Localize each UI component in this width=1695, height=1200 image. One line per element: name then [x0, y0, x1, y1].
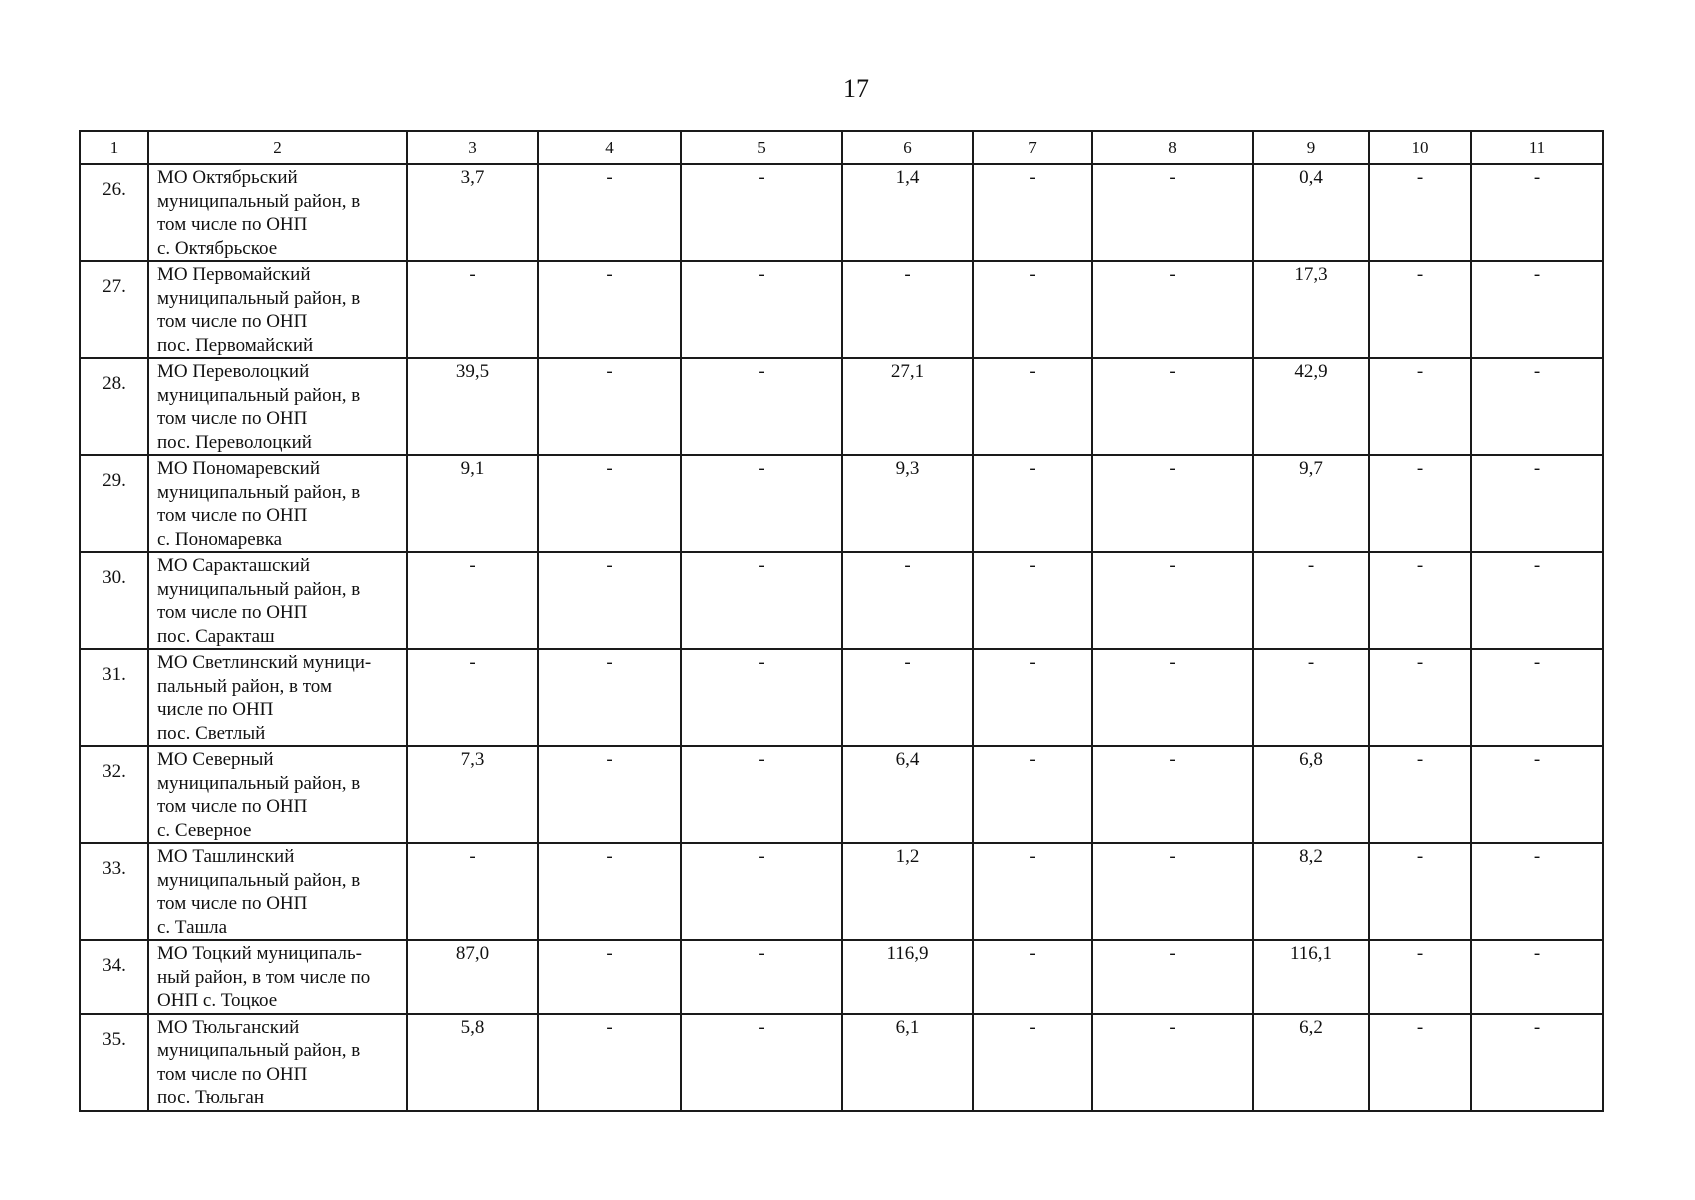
- value-cell-col-9: 8,2: [1253, 843, 1369, 940]
- row-number: 29.: [80, 455, 148, 552]
- column-header-4: 4: [538, 131, 681, 164]
- value-cell-col-3: 9,1: [407, 455, 538, 552]
- value-cell-col-11: -: [1471, 164, 1603, 261]
- value-cell-col-8: -: [1092, 358, 1253, 455]
- table-row: [80, 940, 1603, 1014]
- value-cell-col-8: -: [1092, 164, 1253, 261]
- value-cell-col-4: -: [538, 940, 681, 1014]
- row-number: 27.: [80, 261, 148, 358]
- value-cell-col-11: -: [1471, 940, 1603, 1014]
- value-cell-col-5: -: [681, 358, 842, 455]
- row-number: 30.: [80, 552, 148, 649]
- column-header-8: 8: [1092, 131, 1253, 164]
- value-cell-col-10: -: [1369, 649, 1471, 746]
- value-cell-col-9: 6,8: [1253, 746, 1369, 843]
- value-cell-col-6: -: [842, 649, 973, 746]
- value-cell-col-9: 42,9: [1253, 358, 1369, 455]
- value-cell-col-7: -: [973, 843, 1092, 940]
- value-cell-col-9: 0,4: [1253, 164, 1369, 261]
- row-number: 34.: [80, 940, 148, 1014]
- value-cell-col-7: -: [973, 1014, 1092, 1111]
- value-cell-col-3: -: [407, 261, 538, 358]
- value-cell-col-7: -: [973, 552, 1092, 649]
- value-cell-col-11: -: [1471, 552, 1603, 649]
- value-cell-col-3: -: [407, 649, 538, 746]
- table-row: [80, 455, 1603, 552]
- value-cell-col-10: -: [1369, 940, 1471, 1014]
- value-cell-col-9: 116,1: [1253, 940, 1369, 1014]
- value-cell-col-3: 3,7: [407, 164, 538, 261]
- value-cell-col-9: 17,3: [1253, 261, 1369, 358]
- municipality-name: МО Тюльганский муниципальный район, в том числе по ОНП пос. Тюльган: [148, 1014, 407, 1111]
- value-cell-col-5: -: [681, 843, 842, 940]
- column-header-5: 5: [681, 131, 842, 164]
- value-cell-col-7: -: [973, 649, 1092, 746]
- value-cell-col-10: -: [1369, 358, 1471, 455]
- value-cell-col-4: -: [538, 552, 681, 649]
- value-cell-col-8: -: [1092, 649, 1253, 746]
- value-cell-col-11: -: [1471, 843, 1603, 940]
- table-row: [80, 358, 1603, 455]
- municipality-name: МО Северный муниципальный район, в том числе по ОНП с. Северное: [148, 746, 407, 843]
- value-cell-col-10: -: [1369, 552, 1471, 649]
- row-number: 31.: [80, 649, 148, 746]
- value-cell-col-7: -: [973, 261, 1092, 358]
- value-cell-col-8: -: [1092, 552, 1253, 649]
- column-header-10: 10: [1369, 131, 1471, 164]
- municipality-name: МО Пономаревский муниципальный район, в том числе по ОНП с. Пономаревка: [148, 455, 407, 552]
- value-cell-col-10: -: [1369, 746, 1471, 843]
- value-cell-col-4: -: [538, 843, 681, 940]
- municipality-name: МО Светлинский муници- пальный район, в том числе по ОНП пос. Светлый: [148, 649, 407, 746]
- value-cell-col-10: -: [1369, 1014, 1471, 1111]
- value-cell-col-9: -: [1253, 649, 1369, 746]
- value-cell-col-7: -: [973, 940, 1092, 1014]
- value-cell-col-4: -: [538, 261, 681, 358]
- value-cell-col-6: 1,4: [842, 164, 973, 261]
- row-number: 32.: [80, 746, 148, 843]
- value-cell-col-3: 7,3: [407, 746, 538, 843]
- value-cell-col-8: -: [1092, 1014, 1253, 1111]
- value-cell-col-8: -: [1092, 746, 1253, 843]
- value-cell-col-10: -: [1369, 164, 1471, 261]
- row-number: 33.: [80, 843, 148, 940]
- column-header-11: 11: [1471, 131, 1603, 164]
- value-cell-col-5: -: [681, 1014, 842, 1111]
- column-header-9: 9: [1253, 131, 1369, 164]
- value-cell-col-6: 116,9: [842, 940, 973, 1014]
- value-cell-col-3: -: [407, 843, 538, 940]
- value-cell-col-8: -: [1092, 940, 1253, 1014]
- value-cell-col-11: -: [1471, 358, 1603, 455]
- column-header-6: 6: [842, 131, 973, 164]
- value-cell-col-6: 1,2: [842, 843, 973, 940]
- value-cell-col-10: -: [1369, 455, 1471, 552]
- value-cell-col-9: 6,2: [1253, 1014, 1369, 1111]
- value-cell-col-6: -: [842, 261, 973, 358]
- data-table: [79, 130, 1604, 1112]
- value-cell-col-10: -: [1369, 843, 1471, 940]
- value-cell-col-9: 9,7: [1253, 455, 1369, 552]
- table-row: [80, 746, 1603, 843]
- value-cell-col-5: -: [681, 261, 842, 358]
- row-number: 28.: [80, 358, 148, 455]
- value-cell-col-5: -: [681, 552, 842, 649]
- header-row: [80, 131, 1603, 164]
- value-cell-col-5: -: [681, 746, 842, 843]
- value-cell-col-4: -: [538, 358, 681, 455]
- value-cell-col-5: -: [681, 455, 842, 552]
- value-cell-col-5: -: [681, 164, 842, 261]
- column-header-2: 2: [148, 131, 407, 164]
- table-row: [80, 552, 1603, 649]
- value-cell-col-6: -: [842, 552, 973, 649]
- municipality-name: МО Октябрьский муниципальный район, в том числе по ОНП с. Октябрьское: [148, 164, 407, 261]
- row-number: 26.: [80, 164, 148, 261]
- value-cell-col-8: -: [1092, 261, 1253, 358]
- value-cell-col-4: -: [538, 164, 681, 261]
- municipality-name: МО Первомайский муниципальный район, в том числе по ОНП пос. Первомайский: [148, 261, 407, 358]
- value-cell-col-3: 39,5: [407, 358, 538, 455]
- value-cell-col-7: -: [973, 164, 1092, 261]
- value-cell-col-4: -: [538, 455, 681, 552]
- value-cell-col-3: 5,8: [407, 1014, 538, 1111]
- column-header-7: 7: [973, 131, 1092, 164]
- value-cell-col-5: -: [681, 649, 842, 746]
- table-row: [80, 261, 1603, 358]
- value-cell-col-11: -: [1471, 261, 1603, 358]
- value-cell-col-4: -: [538, 649, 681, 746]
- value-cell-col-6: 6,4: [842, 746, 973, 843]
- table-row: [80, 164, 1603, 261]
- column-header-1: 1: [80, 131, 148, 164]
- value-cell-col-4: -: [538, 1014, 681, 1111]
- value-cell-col-7: -: [973, 746, 1092, 843]
- table-body: [80, 164, 1603, 1111]
- value-cell-col-8: -: [1092, 455, 1253, 552]
- value-cell-col-3: -: [407, 552, 538, 649]
- table-row: [80, 649, 1603, 746]
- table-row: [80, 1014, 1603, 1111]
- value-cell-col-11: -: [1471, 746, 1603, 843]
- row-number: 35.: [80, 1014, 148, 1111]
- value-cell-col-3: 87,0: [407, 940, 538, 1014]
- value-cell-col-9: -: [1253, 552, 1369, 649]
- municipality-name: МО Ташлинский муниципальный район, в том числе по ОНП с. Ташла: [148, 843, 407, 940]
- value-cell-col-7: -: [973, 358, 1092, 455]
- value-cell-col-6: 9,3: [842, 455, 973, 552]
- value-cell-col-11: -: [1471, 455, 1603, 552]
- municipality-name: МО Саракташский муниципальный район, в том числе по ОНП пос. Саракташ: [148, 552, 407, 649]
- value-cell-col-4: -: [538, 746, 681, 843]
- value-cell-col-7: -: [973, 455, 1092, 552]
- column-header-3: 3: [407, 131, 538, 164]
- value-cell-col-10: -: [1369, 261, 1471, 358]
- value-cell-col-11: -: [1471, 1014, 1603, 1111]
- value-cell-col-11: -: [1471, 649, 1603, 746]
- value-cell-col-6: 27,1: [842, 358, 973, 455]
- value-cell-col-5: -: [681, 940, 842, 1014]
- municipality-name: МО Переволоцкий муниципальный район, в том числе по ОНП пос. Переволоцкий: [148, 358, 407, 455]
- page-number: 17: [843, 74, 869, 103]
- table-row: [80, 843, 1603, 940]
- municipality-name: МО Тоцкий муниципаль- ный район, в том числе по ОНП с. Тоцкое: [148, 940, 407, 1014]
- value-cell-col-6: 6,1: [842, 1014, 973, 1111]
- value-cell-col-8: -: [1092, 843, 1253, 940]
